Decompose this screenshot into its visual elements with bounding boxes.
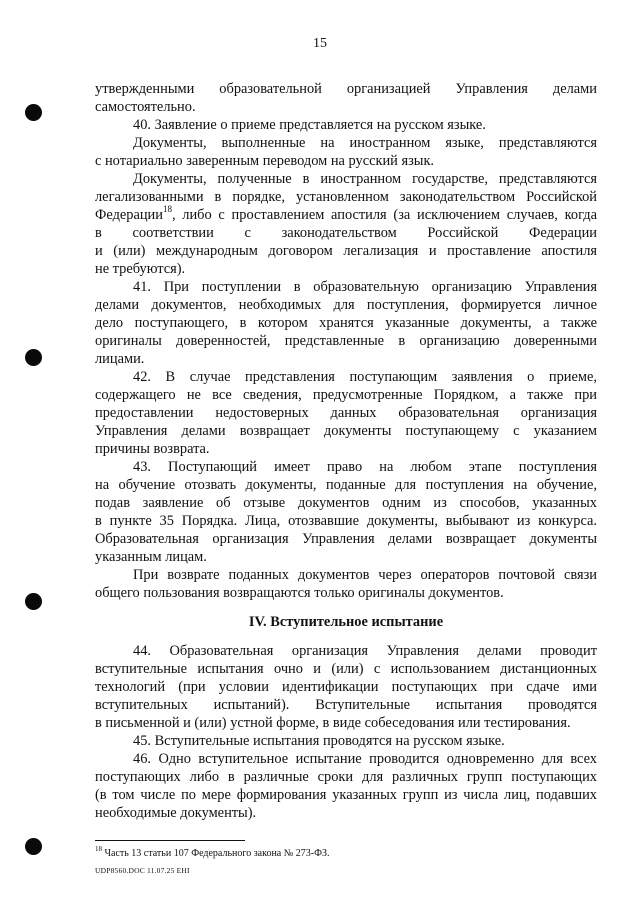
footnote-text: Часть 13 статьи 107 Федерального закона № 273-ФЗ.: [104, 848, 330, 859]
footnote: [95, 844, 330, 859]
text-line: предоставлении недостоверных данных образовательная организация: [95, 405, 597, 421]
text-line: оригиналы доверенностей, представленные в организацию доверенными: [95, 333, 597, 349]
text-line: утвержденными образовательной организацией Управления делами: [95, 81, 597, 97]
text-line: с нотариально заверенным переводом на русский язык.: [95, 153, 435, 169]
clause-40-line: 40. Заявление о приеме представляется на русском языке.: [133, 117, 486, 133]
clause-44-line: 44. Образовательная организация Управления делами проводит: [133, 643, 597, 659]
text-line: Документы, полученные в иностранном государстве, представляются: [133, 171, 597, 187]
text-line: [95, 206, 597, 224]
federation-word: Федерации: [95, 207, 163, 223]
text-line: и (или) международным договором легализация и проставление апостиля: [95, 243, 597, 259]
punch-hole: [25, 349, 42, 366]
document-code: UDP8560.DOC 11.07.25 EHI: [95, 866, 190, 875]
punch-hole: [25, 593, 42, 610]
section-heading: IV. Вступительное испытание: [248, 614, 444, 630]
text-line: самостоятельно.: [95, 99, 196, 115]
text-line: технологий (при условии идентификации поступающих при сдаче ими: [95, 679, 597, 695]
text-line: поступающих либо в различные сроки для различных групп поступающих: [95, 769, 597, 785]
footnote-marker: 18: [95, 844, 102, 853]
text-line: в соответствии с законодательством Российской Федерации: [95, 225, 597, 241]
text-line: указанным лицам.: [95, 549, 207, 565]
text-line: При возврате поданных документов через операторов почтовой связи: [133, 567, 597, 583]
punch-hole: [25, 104, 42, 121]
punch-hole: [25, 838, 42, 855]
text-line: (в том числе по мере формирования указанных групп из числа лиц, подавших: [95, 787, 597, 803]
text-line: Образовательная организация Управления делами возвращает документы: [95, 531, 597, 547]
clause-46-line: 46. Одно вступительное испытание проводится одновременно для всех: [133, 751, 597, 767]
page-number: 15: [313, 36, 327, 51]
clause-43-line: 43. Поступающий имеет право на любом этапе поступления: [133, 459, 597, 475]
clause-42-line: 42. В случае представления поступающим заявления о приеме,: [133, 369, 597, 385]
footnote-separator: [95, 840, 245, 841]
clause-41-line: 41. При поступлении в образовательную организацию Управления: [133, 279, 597, 295]
text-line: вступительные испытания очно и (или) с использованием дистанционных: [95, 661, 597, 677]
text-line: делами документов, необходимых для поступления, формируется личное: [95, 297, 597, 313]
text-fragment: , либо с проставлением апостиля (за исключением случаев, когда: [171, 207, 597, 223]
text-line: не требуются).: [95, 261, 186, 277]
text-line: на обучение отозвать документы, поданные для поступления на обучение,: [95, 477, 597, 493]
text-line: лицами.: [95, 351, 145, 367]
text-line: Управления делами возвращает документы поступающему с указанием: [95, 423, 597, 439]
footnote-reference: 18: [162, 204, 172, 215]
text-line: вступительных испытаний). Вступительные испытания проводятся: [95, 697, 597, 713]
text-line: легализованными в порядке, установленном законодательством Российской: [95, 189, 597, 205]
text-line: необходимые документы).: [95, 805, 257, 821]
text-line: общего пользования возвращаются только оригиналы документов.: [95, 585, 504, 601]
text-line: в письменной и (или) устной форме, в виде собеседования или тестирования.: [95, 715, 571, 731]
text-line: причины возврата.: [95, 441, 210, 457]
clause-45-line: 45. Вступительные испытания проводятся на русском языке.: [133, 733, 505, 749]
text-line: в пункте 35 Порядка. Лица, отозвавшие документы, выбывают из конкурса.: [95, 513, 597, 529]
text-line: Документы, выполненные на иностранном языке, представляются: [133, 135, 597, 151]
text-line: содержащего не все сведения, предусмотренные Порядком, а также при: [95, 387, 597, 403]
text-line: дело поступающего, в котором хранятся указанные документы, а также: [95, 315, 597, 331]
text-line: подав заявление об отзыве документов одним из способов, указанных: [95, 495, 597, 511]
